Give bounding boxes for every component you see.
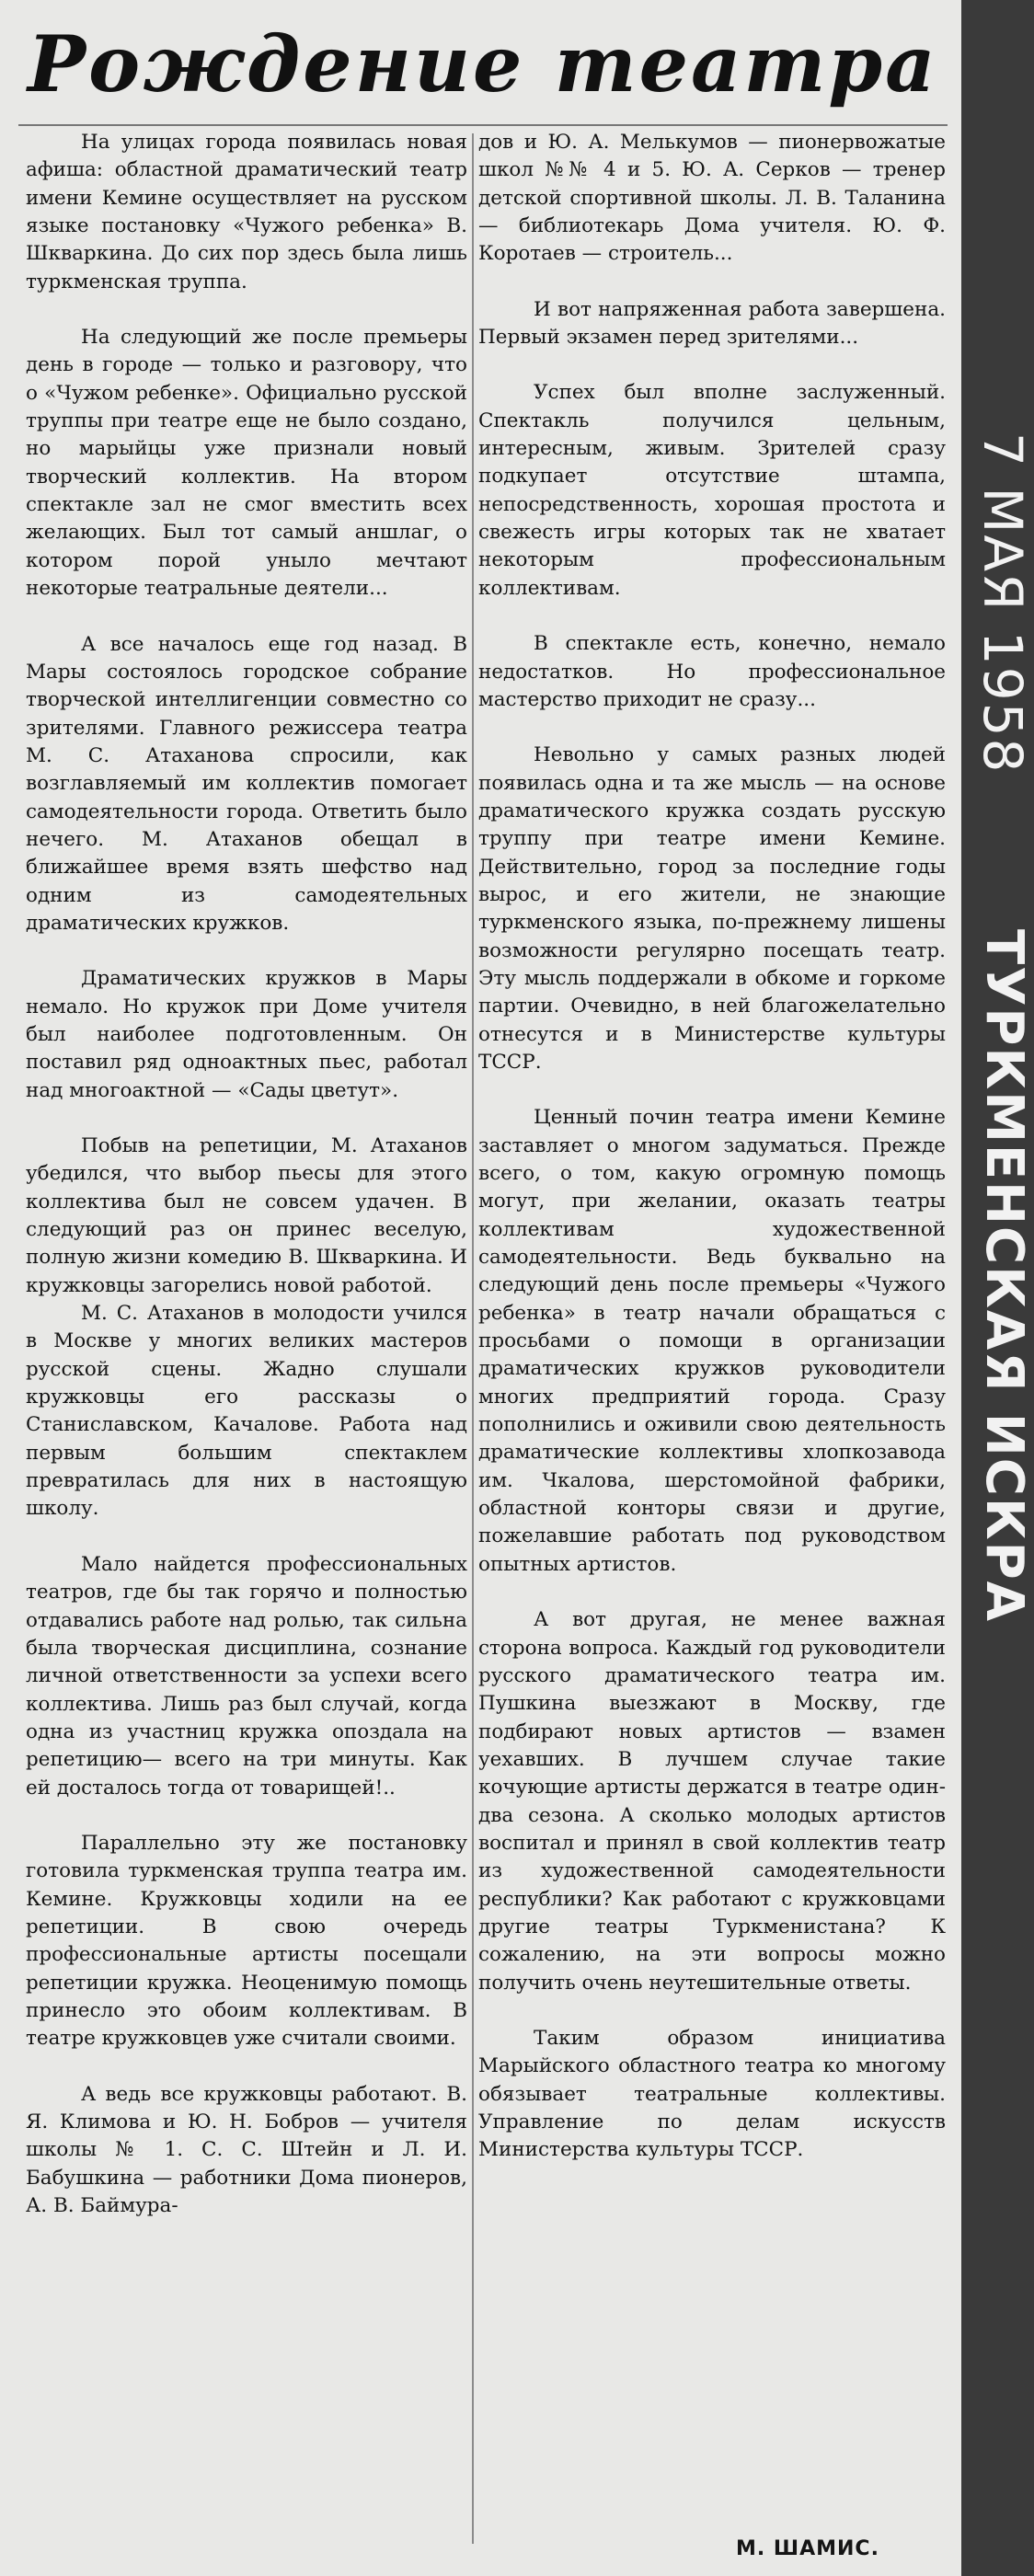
paragraph: А ведь все кружковцы работают. В. Я. Климова и Ю. Н. Бобров — учителя школы № 1. С. С. Штейн и Л. И. Бабушкина — работники Дома пионеров, А. В. Баймура- <box>26 2082 467 2218</box>
paragraph: Невольно у самых разных людей появилась одна и та же мысль — на основе драматического кружка создать русскую труппу при театре имени Кемине. Действительно, город за последние годы вырос, и его жители, не знающие туркменского языка, по-прежнему лишены возможности регулярно посещать театр. Эту мысль поддержали в обкоме и горкоме партии. Очевидно, в ней благожелательно отнесутся и в Министерстве культуры ТССР. <box>478 743 946 1074</box>
paragraph: Параллельно эту же постановку готовила туркменская труппа театра им. Кемине. Кружковцы ходили на ее репетиции. В свою очередь профессиональные артисты посещали репетиции кружка. Неоценимую помощь принесло это обоим коллективам. В театре кружковцев уже считали своими. <box>26 1831 467 2051</box>
paragraph: На улицах города появилась новая афиша: областной драматический театр имени Кемине осуществляет на русском языке постановку «Чужого ребенка» В. Шкваркина. До сих пор здесь была лишь туркменская труппа. <box>26 131 467 293</box>
column-divider <box>472 133 474 2544</box>
paragraph: М. С. Атаханов в молодости учился в Москве у многих великих мастеров русской сцены. Жадно слушали кружковцы его рассказы о Станиславском, Качалове. Работа над первым большим спектаклем превратилась для них в настоящую школу. <box>26 1302 467 1521</box>
paragraph: В спектакле есть, конечно, немало недостатков. Но профессиональное мастерство приходит не сразу... <box>478 632 946 711</box>
newspaper-name-stamp: ТУРКМЕНСКАЯ ИСКРА <box>974 929 1034 1623</box>
author-signature: М. ШАМИС. <box>736 2537 879 2560</box>
paragraph: На следующий же после премьеры день в городе — только и разговору, что о «Чужом ребенке». Официально русской труппы при театре еще не было создано, но марыйцы уже признали новый творческий коллектив. На втором спектакле зал не смог вместить всех желающих. Был тот самый аншлаг, о котором порой уныло мечтают некоторые театральные деятели... <box>26 326 467 601</box>
article-column-left <box>26 129 467 2220</box>
paragraph: Таким образом инициатива Марыйского областного театра ко многому обязывает театральные коллективы. Управление по делам искусств Министерства культуры ТССР. <box>478 2026 946 2162</box>
article-headline: Рождение театра <box>28 18 938 109</box>
article-column-right <box>478 129 946 2192</box>
clipping-date-stamp: 7 МАЯ 1958 <box>971 432 1034 775</box>
paragraph: А вот другая, не менее важная сторона вопроса. Каждый год руководители русского драматического театра им. Пушкина выезжают в Москву, где подбирают новых артистов — взамен уехавших. В лучшем случае такие кочующие артисты держатся в театре один-два сезона. А сколько молодых артистов воспитал и принял в свой коллектив театр из художественной самодеятельности республики? Как работают с кружковцами другие театры Туркменистана? К сожалению, на эти вопросы можно получить очень неутешительные ответы. <box>478 1608 946 1995</box>
paragraph: Драматических кружков в Мары немало. Но кружок при Доме учителя был наиболее подготовленным. Он поставил ряд одноактных пьес, работал над многоактной — «Сады цветут». <box>26 967 467 1102</box>
paragraph: Успех был вполне заслуженный. Спектакль получился цельным, интересным, живым. Зрителей сразу подкупает отсутствие штампа, непосредственность, хорошая простота и свежесть игры которых так не хватает некоторым профессиональным коллективам. <box>478 381 946 600</box>
paragraph: дов и Ю. А. Мелькумов — пионервожатые школ №№ 4 и 5. Ю. А. Серков — тренер детской спортивной школы. Л. В. Таланина — библиотекарь Дома учителя. Ю. Ф. Коротаев — строитель... <box>478 131 946 266</box>
paragraph: Ценный почин театра имени Кемине заставляет о многом задуматься. Прежде всего, о том, какую огромную помощь могут, при желании, оказать театры коллективам художественной самодеятельности. Ведь буквально на следующий день после премьеры «Чужого ребенка» в театр начали обращаться с просьбами о помощи в организации драматических кружков руководители многих предприятий города. Сразу пополнились и оживили свою деятельность драматические коллективы хлопкозавода им. Чкалова, шерстомойной фабрики, областной конторы связи и другие, пожелавшие работать под руководством опытных артистов. <box>478 1106 946 1576</box>
paragraph: И вот напряженная работа завершена. Первый экзамен перед зрителями... <box>478 297 946 350</box>
headline-rule <box>18 124 948 126</box>
paragraph: Мало найдется профессиональных театров, где бы так горячо и полностью отдавались работе над ролью, так сильна была творческая дисциплина, сознание личной ответственности за успехи всего коллектива. Лишь раз был случай, когда одна из участниц кружка опоздала на репетицию— всего на три минуты. Как ей досталось тогда от товарищей!.. <box>26 1552 467 1800</box>
paragraph: Побыв на репетиции, М. Атаханов убедился, что выбор пьесы для этого коллектива был не совсем удачен. В следующий раз он принес веселую, полную жизни комедию В. Шкваркина. И кружковцы загорелись новой работой. <box>26 1134 467 1297</box>
paragraph: А все началось еще год назад. В Мары состоялось городское собрание творческой интеллигенции совместно со зрителями. Главного режиссера театра М. С. Атаханова спросили, как возглавляемый им коллектив помогает самодеятельности города. Ответить было нечего. М. Атаханов обещал в ближайшее время взять шефство над одним из самодеятельных драматических кружков. <box>26 632 467 935</box>
